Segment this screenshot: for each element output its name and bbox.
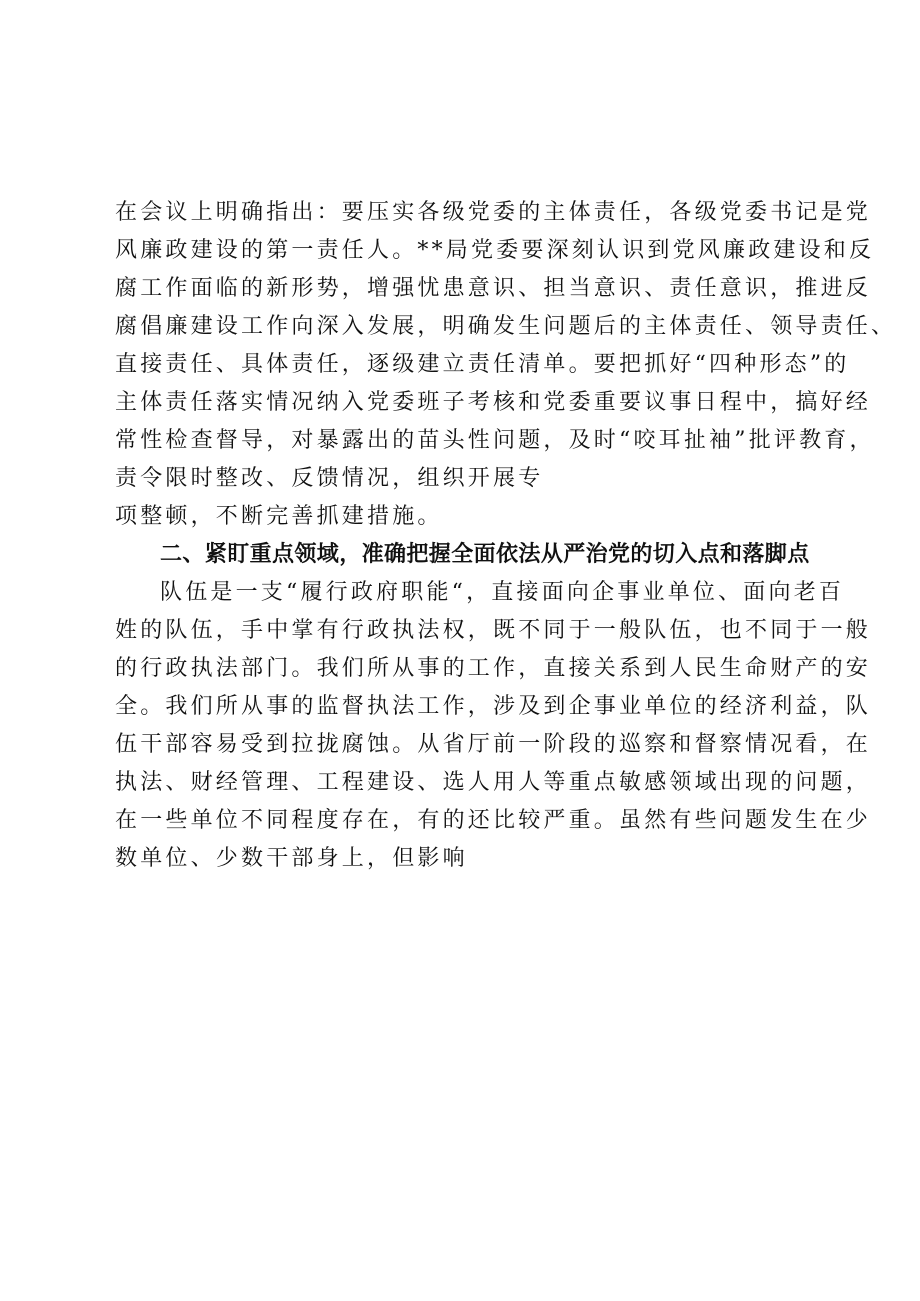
paragraph-1-line-3: 腐工作面临的新形势，增强忧患意识、担当意识、责任意识，推进反 bbox=[115, 276, 872, 301]
paragraph-2-line-7: 在一些单位不同程度存在，有的还比较严重。虽然有些问题发生在少 bbox=[115, 808, 872, 833]
paragraph-1-line-9: 项整顿，不断完善抓建措施。 bbox=[115, 504, 443, 529]
paragraph-2-line-8: 数单位、少数干部身上，但影响 bbox=[115, 846, 468, 871]
paragraph-2-line-1: 队伍是一支“履行政府职能“，直接面向企事业单位、面向老百 bbox=[160, 580, 845, 605]
paragraph-2-line-2: 姓的队伍，手中掌有行政执法权，既不同于一般队伍，也不同于一般 bbox=[115, 618, 872, 643]
paragraph-2-line-4: 全。我们所从事的监督执法工作，涉及到企事业单位的经济利益，队 bbox=[115, 694, 872, 719]
paragraph-1-line-7: 常性检查督导，对暴露出的苗头性问题，及时“咬耳扯袖”批评教育， bbox=[115, 428, 875, 453]
paragraph-1-line-1: 在会议上明确指出：要压实各级党委的主体责任，各级党委书记是党 bbox=[115, 200, 872, 225]
paragraph-2-line-5: 伍干部容易受到拉拢腐蚀。从省厅前一阶段的巡察和督察情况看，在 bbox=[115, 732, 872, 757]
paragraph-1-line-8: 责令限时整改、反馈情况，组织开展专 bbox=[115, 466, 544, 491]
paragraph-1-line-4: 腐倡廉建设工作向深入发展，明确发生问题后的主体责任、领导责任、 bbox=[115, 314, 897, 339]
paragraph-2-line-3: 的行政执法部门。我们所从事的工作，直接关系到人民生命财产的安 bbox=[115, 656, 872, 681]
section-2-heading: 二、紧盯重点领域，准确把握全面依法从严治党的切入点和落脚点 bbox=[160, 542, 810, 567]
paragraph-1-line-5: 直接责任、具体责任，逐级建立责任清单。要把抓好“四种形态”的 bbox=[115, 352, 850, 377]
paragraph-1-line-6: 主体责任落实情况纳入党委班子考核和党委重要议事日程中，搞好经 bbox=[115, 390, 872, 415]
paragraph-1-line-2: 风廉政建设的第一责任人。**局党委要深刻认识到党风廉政建设和反 bbox=[115, 238, 875, 263]
paragraph-2-line-6: 执法、财经管理、工程建设、选人用人等重点敏感领域出现的问题， bbox=[115, 770, 872, 795]
